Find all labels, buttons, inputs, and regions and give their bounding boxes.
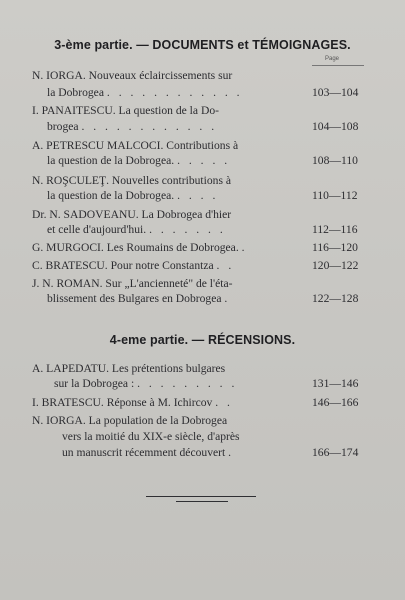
page-range: 110—112 [312, 189, 358, 202]
part3-heading: 3-ème partie. — DOCUMENTS et TÉMOIGNAGES. [54, 38, 351, 52]
entry-title-cont: et celle d'aujourd'hui. [47, 223, 147, 236]
leader-dots: . [241, 241, 248, 254]
entry-line-2 [47, 120, 217, 134]
entry-line-2: vers la moitié du XIX-e siècle, d'après [62, 430, 240, 443]
part4-heading: 4-eme partie. — RÉCENSIONS. [109, 333, 296, 347]
entry-line-2 [47, 292, 230, 306]
page-range: 108—110 [312, 154, 358, 167]
leader-dots: . . . . . [177, 154, 231, 167]
entry-line-1: J. N. ROMAN. Sur „L'ancienneté" de l'éta- [32, 277, 233, 290]
entry-line-3 [62, 446, 234, 460]
entry-title-cont: blissement des Bulgares en Dobrogea [47, 292, 222, 305]
leader-dots: . [224, 292, 231, 305]
entry-line-1: A. LAPEDATU. Les prétentions bulgares [32, 362, 226, 375]
entry-title: C. BRATESCU. Pour notre Constantza [32, 259, 214, 272]
entry-line-1 [32, 241, 248, 255]
leader-dots: . . . . . . . . . [137, 377, 238, 390]
entry-title-cont: brogea [47, 120, 79, 133]
entry-line-2 [47, 223, 226, 237]
entry-line-1: N. IORGA. La population de la Dobrogea [32, 414, 228, 427]
page-range: 112—116 [312, 223, 358, 236]
leader-dots: . . . . . . . [149, 223, 226, 236]
page-range: 120—122 [312, 259, 359, 272]
entry-line-1: N. ROŞCULEŢ. Nouvelles contributions à [32, 174, 232, 187]
entry-line-2 [47, 189, 218, 203]
entry-line-1: A. PETRESCU MALCOCI. Contributions à [32, 139, 239, 152]
closing-rule-short [176, 501, 228, 502]
page-column-label: Page [325, 56, 340, 62]
leader-dots: . . . . . . . . . . . . [81, 120, 218, 133]
entry-title-cont: sur la Dobrogea : [54, 377, 135, 390]
entry-line-2 [47, 86, 243, 100]
leader-dots: . . [215, 396, 233, 409]
entry-line-1: N. IORGA. Nouveaux éclaircissements sur [32, 69, 233, 82]
entry-title-cont: la question de la Dobrogea. [47, 189, 175, 202]
leader-dots: . . [216, 259, 235, 272]
entry-line-1 [32, 396, 233, 410]
closing-rule [146, 496, 256, 497]
leader-dots: . [228, 446, 235, 459]
page-range: 116—120 [312, 241, 358, 254]
page-range: 166—174 [312, 446, 359, 459]
page-range: 146—166 [312, 396, 359, 409]
page-range: 103—104 [312, 86, 359, 99]
page-range: 122—128 [312, 292, 359, 305]
entry-title: I. BRATESCU. Réponse à M. Ichircov [32, 396, 213, 409]
entry-line-1: Dr. N. SADOVEANU. La Dobrogea d'hier [32, 208, 232, 221]
leader-dots: . . . . . . . . . . . . [106, 86, 243, 99]
page-range: 104—108 [312, 120, 359, 133]
entry-line-2 [54, 377, 237, 391]
entry-line-1: I. PANAITESCU. La question de la Do- [32, 104, 219, 117]
entry-title-cont: la question de la Dobrogea. [47, 154, 175, 167]
entry-title-cont: la Dobrogea [47, 86, 104, 99]
page-column-rule [312, 65, 364, 66]
page-range: 131—146 [312, 377, 359, 390]
entry-title: G. MURGOCI. Les Roumains de Dobrogea. [32, 241, 239, 254]
entry-line-1 [32, 259, 234, 273]
leader-dots: . . . . [177, 189, 219, 202]
entry-title-cont: un manuscrit récemment découvert [62, 446, 226, 459]
entry-line-2 [47, 154, 230, 168]
